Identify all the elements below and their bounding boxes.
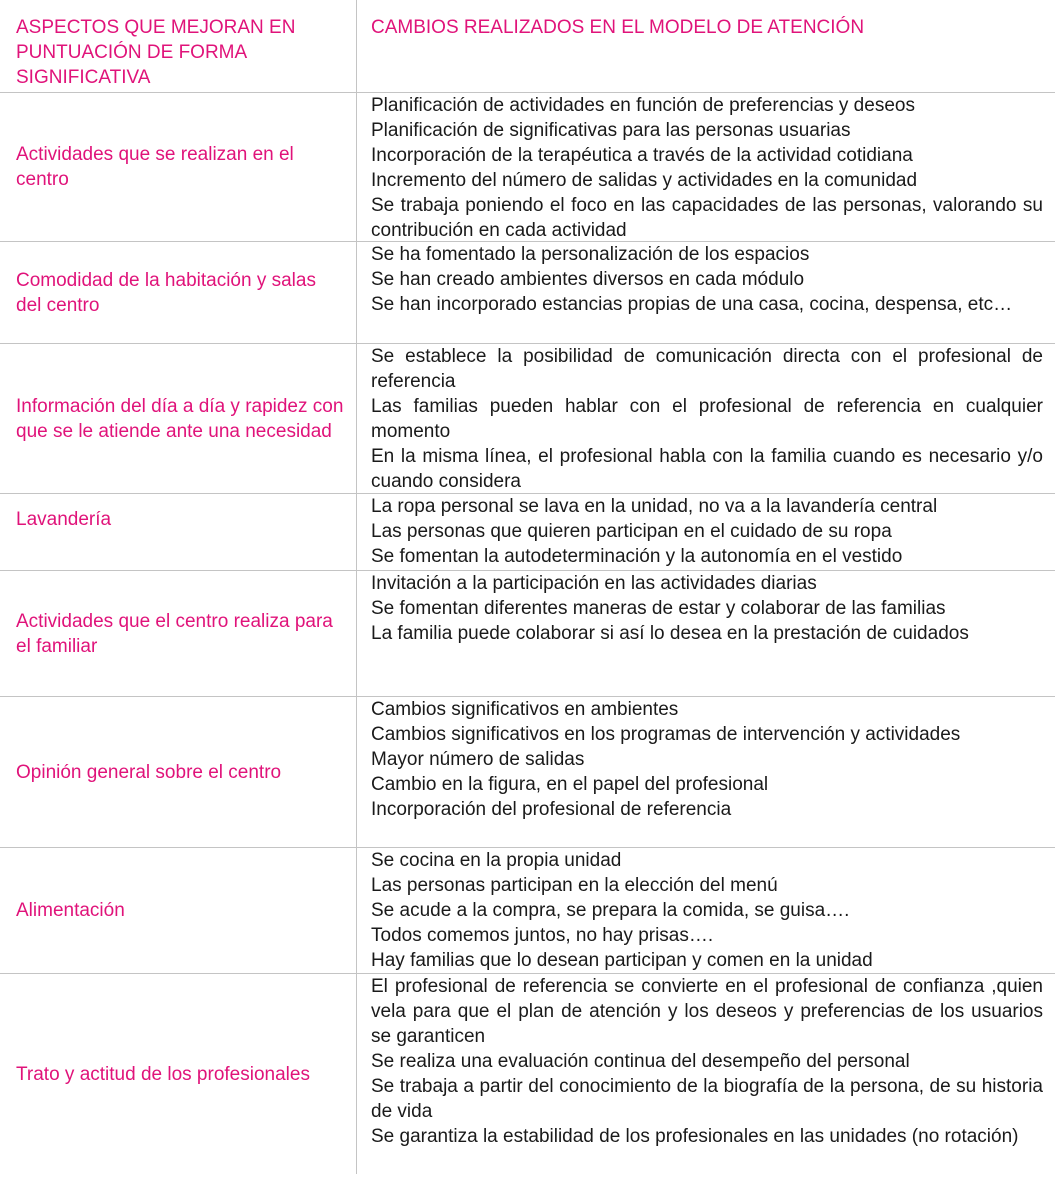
table-row — [0, 571, 1055, 696]
changes-cell — [356, 344, 1055, 493]
change-item: Se acude a la compra, se prepara la comida, se guisa…. — [371, 900, 850, 921]
change-item: Invitación a la participación en las actividades diarias — [371, 573, 817, 594]
change-item: La familia puede colaborar si así lo desea en la prestación de cuidados — [371, 623, 969, 644]
table-row — [0, 242, 1055, 343]
change-item: Se garantiza la estabilidad de los profesionales en las unidades (no rotación) — [371, 1126, 1019, 1147]
table-row — [0, 974, 1055, 1174]
changes-cell — [356, 242, 1055, 343]
change-item: Todos comemos juntos, no hay prisas…. — [371, 925, 714, 946]
header-gap — [0, 76, 1055, 92]
aspect-cell: Opinión general sobre el centro — [16, 761, 282, 783]
change-item: Cambios significativos en los programas de intervención y actividades — [371, 724, 961, 745]
table-row — [0, 494, 1055, 570]
change-item: Se cocina en la propia unidad — [371, 850, 622, 871]
change-item: Se realiza una evaluación continua del desempeño del personal — [371, 1051, 910, 1072]
change-item: Mayor número de salidas — [371, 749, 585, 770]
change-item: Se han incorporado estancias propias de una casa, cocina, despensa, etc… — [371, 294, 1013, 315]
changes-cell — [356, 571, 1055, 696]
change-item: Cambio en la figura, en el papel del profesional — [371, 774, 769, 795]
changes-cell — [356, 93, 1055, 241]
change-item: Se fomentan la autodeterminación y la autonomía en el vestido — [371, 546, 903, 567]
table-header — [0, 0, 1055, 88]
changes-cell — [356, 494, 1055, 570]
header-changes: CAMBIOS REALIZADOS EN EL MODELO DE ATENCIÓN — [356, 0, 1055, 76]
aspect-cell: Actividades que se realizan en el centro — [16, 144, 294, 190]
change-item: Se trabaja poniendo el foco en las capacidades de las personas, valorando su contribución en cada actividad — [371, 195, 1043, 241]
change-item: En la misma línea, el profesional habla con la familia cuando es necesario y/o cuando considera — [371, 446, 1043, 492]
aspect-cell: Comodidad de la habitación y salas del centro — [16, 269, 316, 316]
changes-cell — [356, 697, 1055, 847]
change-item: Se ha fomentado la personalización de los espacios — [371, 244, 810, 265]
change-item: Planificación de significativas para las personas usuarias — [371, 120, 851, 141]
changes-cell — [356, 974, 1055, 1174]
table-row — [0, 848, 1055, 973]
table-row — [0, 344, 1055, 493]
table-row — [0, 93, 1055, 241]
changes-cell — [356, 848, 1055, 973]
aspect-cell: Trato y actitud de los profesionales — [16, 1063, 310, 1085]
change-item: Se trabaja a partir del conocimiento de la biografía de la persona, de su historia de vida — [371, 1076, 1043, 1122]
aspect-cell: Información del día a día y rapidez con que se le atiende ante una necesidad — [16, 395, 344, 442]
change-item: Las familias pueden hablar con el profesional de referencia en cualquier momento — [371, 396, 1043, 442]
aspect-cell: Alimentación — [16, 900, 125, 921]
change-item: Incorporación del profesional de referencia — [371, 799, 732, 820]
header-aspects: ASPECTOS QUE MEJORAN EN PUNTUACIÓN DE FORMA SIGNIFICATIVA — [16, 17, 296, 88]
change-item: Se fomentan diferentes maneras de estar y colaborar de las familias — [371, 598, 946, 619]
change-item: Planificación de actividades en función de preferencias y deseos — [371, 95, 915, 116]
aspect-cell: Actividades que el centro realiza para el familiar — [16, 610, 333, 657]
change-item: La ropa personal se lava en la unidad, no va a la lavandería central — [371, 496, 938, 517]
change-item: Hay familias que lo desean participan y comen en la unidad — [371, 950, 873, 971]
change-item: Incremento del número de salidas y actividades en la comunidad — [371, 170, 918, 191]
change-item: Cambios significativos en ambientes — [371, 699, 679, 720]
change-item: Se establece la posibilidad de comunicación directa con el profesional de referencia — [371, 346, 1043, 392]
aspect-cell: Lavandería — [16, 509, 112, 530]
change-item: Incorporación de la terapéutica a través de la actividad cotidiana — [371, 145, 913, 166]
change-item: Las personas que quieren participan en el cuidado de su ropa — [371, 521, 892, 542]
change-item: Las personas participan en la elección del menú — [371, 875, 778, 896]
change-item: Se han creado ambientes diversos en cada módulo — [371, 269, 805, 290]
change-item: El profesional de referencia se convierte en el profesional de confianza ,quien vela para que el plan de atención y los deseos y preferencias de los usuarios se garanticen — [371, 976, 1043, 1047]
table-row — [0, 697, 1055, 847]
